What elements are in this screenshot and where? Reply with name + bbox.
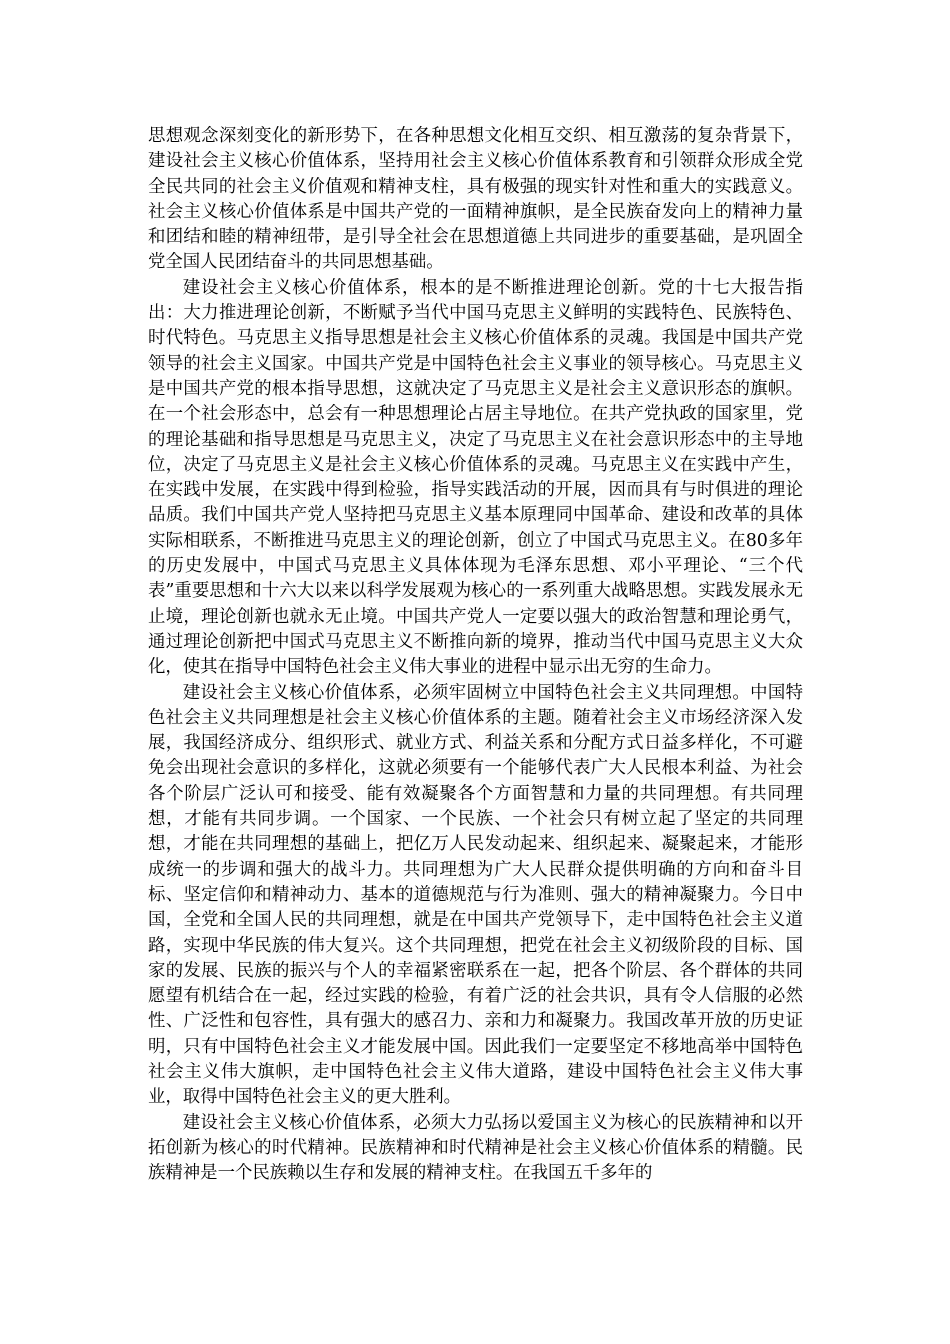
paragraph-common-ideal: 建设社会主义核心价值体系，必须牢固树立中国特色社会主义共同理想。中国特色社会主义共同理想是社会主义核心价值体系的主题。随着社会主义市场经济深入发展，我国经济成分、组织形式、就业方式、利益关系和分配方式日益多样化，不可避免会出现社会意识的多样化，这就必须要有一个能够代表广大人民根本利益、为社会各个阶层广泛认可和接受、能有效凝聚各个方面智慧和力量的共同理想。有共同理想，才能有共同步调。一个国家、一个民族、一个社会只有树立起了坚定的共同理想，才能在共同理想的基础上，把亿万人民发动起来、组织起来、凝聚起来，才能形成统一的步调和强大的战斗力。共同理想为广大人民群众提供明确的方向和奋斗目标、坚定信仰和精神动力、基本的道德规范与行为准则、强大的精神凝聚力。今日中国，全党和全国人民的共同理想，就是在中国共产党领导下，走中国特色社会主义道路，实现中华民族的伟大复兴。这个共同理想，把党在社会主义初级阶段的目标、国家的发展、民族的振兴与个人的幸福紧密联系在一起，把各个阶层、各个群体的共同愿望有机结合在一起，经过实践的检验，有着广泛的社会共识，具有令人信服的必然性、广泛性和包容性，具有强大的感召力、亲和力和凝聚力。我国改革开放的历史证明，只有中国特色社会主义才能发展中国。因此我们一定要坚定不移地高举中国特色社会主义伟大旗帜，走中国特色社会主义伟大道路，建设中国特色社会主义伟大事业，取得中国特色社会主义的更大胜利。 <box>148 682 803 1108</box>
paragraph-theory-innovation: 建设社会主义核心价值体系，根本的是不断推进理论创新。党的十七大报告指出：大力推进理论创新，不断赋予当代中国马克思主义鲜明的实践特色、民族特色、时代特色。马克思主义指导思想是社会主义核心价值体系的灵魂。我国是中国共产党领导的社会主义国家。中国共产党是中国特色社会主义事业的领导核心。马克思主义是中国共产党的根本指导思想，这就决定了马克思主义是社会主义意识形态的旗帜。在一个社会形态中，总会有一种思想理论占居主导地位。在共产党执政的国家里，党的理论基础和指导思想是马克思主义，决定了马克思主义在社会意识形态中的主导地位，决定了马克思主义是社会主义核心价值体系的灵魂。马克思主义在实践中产生，在实践中发展，在实践中得到检验，指导实践活动的开展，因而具有与时俱进的理论品质。我们中国共产党人坚持把马克思主义基本原理同中国革命、建设和改革的具体实际相联系，不断推进马克思主义的理论创新，创立了中国式马克思主义。在80多年的历史发展中，中国式马克思主义具体体现为毛泽东思想、邓小平理论、“三个代表”重要思想和十六大以来以科学发展观为核心的一系列重大战略思想。实践发展永无止境，理论创新也就永无止境。中国共产党人一定要以强大的政治智慧和理论勇气，通过理论创新把中国式马克思主义不断推向新的境界，推动当代中国马克思主义大众化，使其在指导中国特色社会主义伟大事业的进程中显示出无穷的生命力。 <box>148 277 803 678</box>
document-page <box>148 124 803 1186</box>
paragraph-continued-intro: 思想观念深刻变化的新形势下，在各种思想文化相互交织、相互激荡的复杂背景下，建设社会主义核心价值体系，坚持用社会主义核心价值体系教育和引领群众形成全党全民共同的社会主义价值观和精神支柱，具有极强的现实针对性和重大的实践意义。社会主义核心价值体系是中国共产党的一面精神旗帜，是全民族奋发向上的精神力量和团结和睦的精神纽带，是引导全社会在思想道德上共同进步的重要基础，是巩固全党全国人民团结奋斗的共同思想基础。 <box>148 126 803 273</box>
paragraph-national-spirit: 建设社会主义核心价值体系，必须大力弘扬以爱国主义为核心的民族精神和以开拓创新为核心的时代精神。民族精神和时代精神是社会主义核心价值体系的精髓。民族精神是一个民族赖以生存和发展的精神支柱。在我国五千多年的 <box>148 1112 803 1184</box>
